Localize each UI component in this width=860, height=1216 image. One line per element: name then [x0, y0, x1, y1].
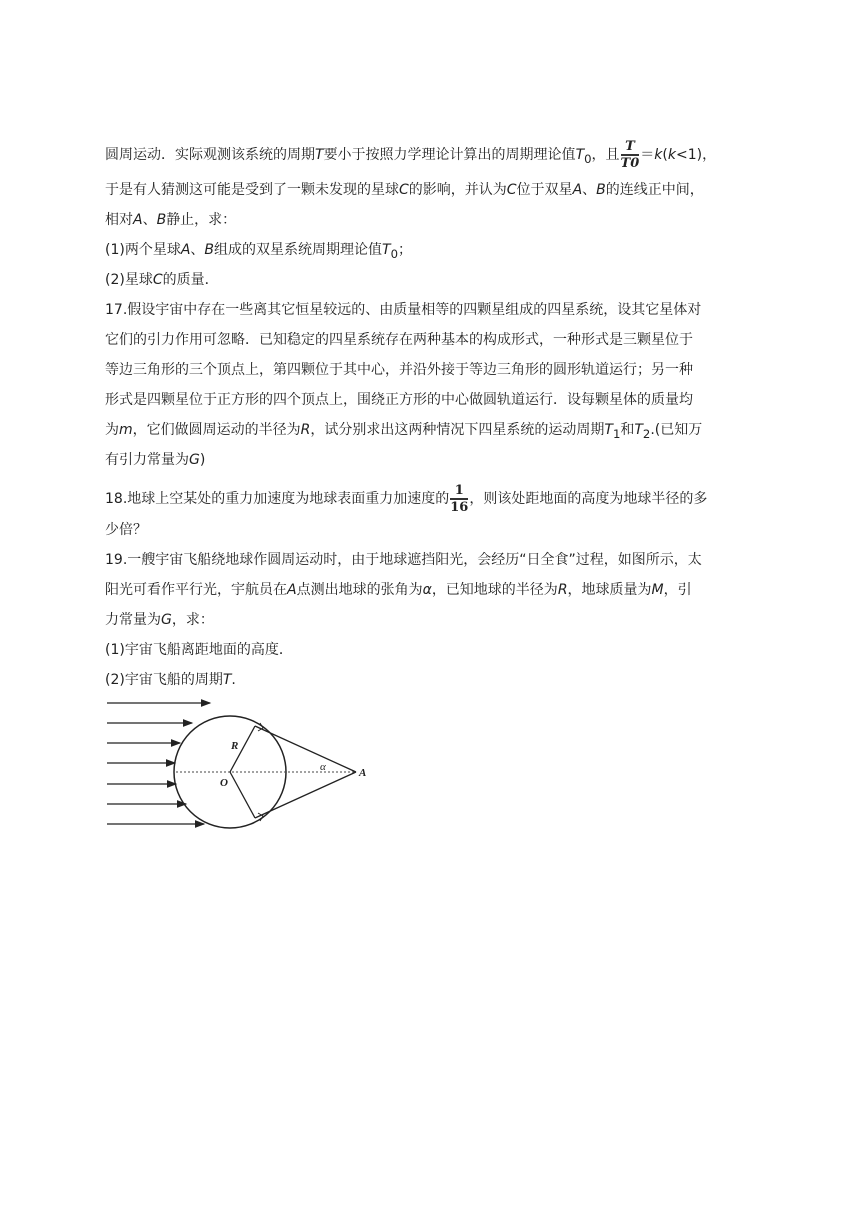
fraction-denominator: T0	[620, 156, 640, 171]
problem17-line4	[105, 390, 693, 410]
var-C: C	[506, 182, 517, 198]
var-M: M	[651, 582, 664, 598]
problem19-question2	[105, 670, 236, 690]
text-segment: ，已知地球的半径为	[431, 582, 558, 598]
var-R: R	[300, 422, 311, 438]
text-segment: 位于双星	[516, 182, 573, 198]
radius-line	[230, 772, 255, 818]
fraction-T-over-T0	[621, 140, 640, 170]
text-segment: ，它们做圆周运动的半径为	[132, 422, 301, 438]
text-segment: ＝	[640, 147, 655, 163]
text-segment: (2)宇宙飞船的周期	[105, 672, 223, 688]
text-segment: 、	[190, 242, 205, 258]
fraction-numerator: 1	[454, 483, 464, 498]
text-segment: ，求：	[171, 612, 214, 628]
text-segment: 有引力常量为	[105, 452, 189, 468]
text-segment: 阳光可看作平行光，宇航员在	[105, 582, 287, 598]
var-T2: T	[634, 422, 643, 438]
var-B: B	[596, 182, 606, 198]
problem16-question1	[105, 240, 412, 264]
label-R: R	[231, 740, 239, 752]
var-alpha: α	[422, 582, 432, 598]
var-B: B	[204, 242, 215, 258]
tangent-line	[255, 726, 356, 772]
text-segment: .	[231, 672, 236, 688]
text-segment: 它们的引力作用可忽略．已知稳定的四星系统存在两种基本的构成形式，一种形式是三颗星位于	[105, 332, 693, 348]
fraction-1-over-16	[450, 484, 468, 514]
subscript: 1	[612, 426, 621, 441]
text-segment: 为	[105, 422, 119, 438]
problem16-line1	[105, 140, 716, 170]
text-segment: ，且	[591, 147, 620, 163]
fraction-numerator: T	[625, 139, 635, 154]
text-segment: ，引	[663, 582, 692, 598]
problem19-line1	[105, 550, 702, 570]
var-T1: T	[604, 422, 613, 438]
var-B: B	[156, 212, 167, 228]
text-segment: 的连线正中间，	[605, 182, 704, 198]
problem17-line3	[105, 360, 693, 380]
problem17-line1	[105, 300, 701, 320]
problem17-line6	[105, 450, 205, 470]
text-segment: 少倍？	[105, 522, 147, 538]
var-A: A	[572, 182, 583, 198]
subscript: 2	[642, 426, 651, 441]
fraction-denominator: 16	[450, 500, 469, 515]
problem19-line2	[105, 580, 692, 600]
tangent-line	[255, 772, 356, 818]
var-R: R	[557, 582, 568, 598]
var-T0: T	[575, 147, 585, 163]
subscript: 0	[390, 246, 399, 261]
text-segment: 、	[582, 182, 597, 198]
problem17-line2	[105, 330, 693, 350]
text-segment: (	[662, 147, 668, 163]
text-segment: )	[199, 452, 206, 468]
text-segment: 圆周运动．实际观测该系统的周期	[105, 147, 315, 163]
text-segment: 要小于按照力学理论计算出的周期理论值	[323, 147, 576, 163]
text-segment: 和	[620, 422, 635, 438]
var-T0: T	[382, 242, 391, 258]
var-A: A	[287, 582, 297, 598]
problem19-question1	[105, 640, 293, 660]
text-segment: 静止，求：	[166, 212, 237, 228]
label-O: O	[220, 777, 228, 789]
text-segment: 的质量．	[162, 272, 219, 288]
problem16-question2	[105, 270, 219, 290]
problem19-line3	[105, 610, 214, 630]
eclipse-diagram	[100, 697, 375, 833]
text-segment: ，则该处距地面的高度为地球半径的多	[469, 491, 708, 507]
problem16-line2	[105, 180, 704, 200]
text-segment: 力常量为	[105, 612, 161, 628]
text-segment: 点测出地球的张角为	[296, 582, 423, 598]
problem16-line3	[105, 210, 236, 230]
text-segment: 19.一艘宇宙飞船绕地球作圆周运动时，由于地球遮挡阳光，会经历“日全食”过程，如图所示，太	[105, 552, 702, 568]
var-T: T	[222, 672, 232, 688]
text-segment: (2)星球	[105, 272, 153, 288]
label-alpha: α	[320, 761, 326, 773]
var-A: A	[180, 242, 191, 258]
label-A: A	[359, 767, 367, 779]
text-segment: ，试分别求出这两种情况下四星系统的运动周期	[310, 422, 605, 438]
var-G: G	[161, 612, 172, 628]
text-segment: .(已知万	[650, 422, 703, 438]
problem18-line1	[105, 484, 707, 514]
var-T: T	[315, 147, 324, 163]
subscript: 0	[584, 151, 592, 166]
text-segment: (1)两个星球	[105, 242, 181, 258]
var-G: G	[189, 452, 200, 468]
text-segment: 相对	[105, 212, 133, 228]
problem17-line5	[105, 420, 702, 444]
text-segment: (1)宇宙飞船离距地面的高度．	[105, 642, 293, 658]
text-segment: 18.地球上空某处的重力加速度为地球表面重力加速度的	[105, 491, 450, 507]
text-segment: ，地球质量为	[567, 582, 652, 598]
var-C: C	[399, 182, 409, 198]
var-k: k	[667, 147, 676, 163]
text-segment: 组成的双星系统周期理论值	[214, 242, 383, 258]
text-segment: 形式是四颗星位于正方形的四个顶点上，围绕正方形的中心做圆轨道运行．设每颗星体的质量均	[105, 392, 693, 408]
text-segment: 17.假设宇宙中存在一些离其它恒星较远的、由质量相等的四颗星组成的四星系统，设其它星体对	[105, 302, 702, 318]
var-m: m	[119, 422, 133, 438]
text-segment: 等边三角形的三个顶点上，第四颗位于其中心，并沿外接于等边三角形的圆形轨道运行；另一种	[105, 362, 693, 378]
problem18-line2	[105, 520, 147, 540]
text-segment: 于是有人猜测这可能是受到了一颗未发现的星球	[105, 182, 399, 198]
text-segment: 的影响，并认为	[408, 182, 507, 198]
var-C: C	[152, 272, 163, 288]
text-segment: <1)，	[675, 147, 717, 163]
var-A: A	[133, 212, 143, 228]
var-k: k	[654, 147, 663, 163]
text-segment: ；	[398, 242, 413, 258]
text-segment: 、	[142, 212, 157, 228]
sunlight-arrows	[107, 703, 210, 824]
